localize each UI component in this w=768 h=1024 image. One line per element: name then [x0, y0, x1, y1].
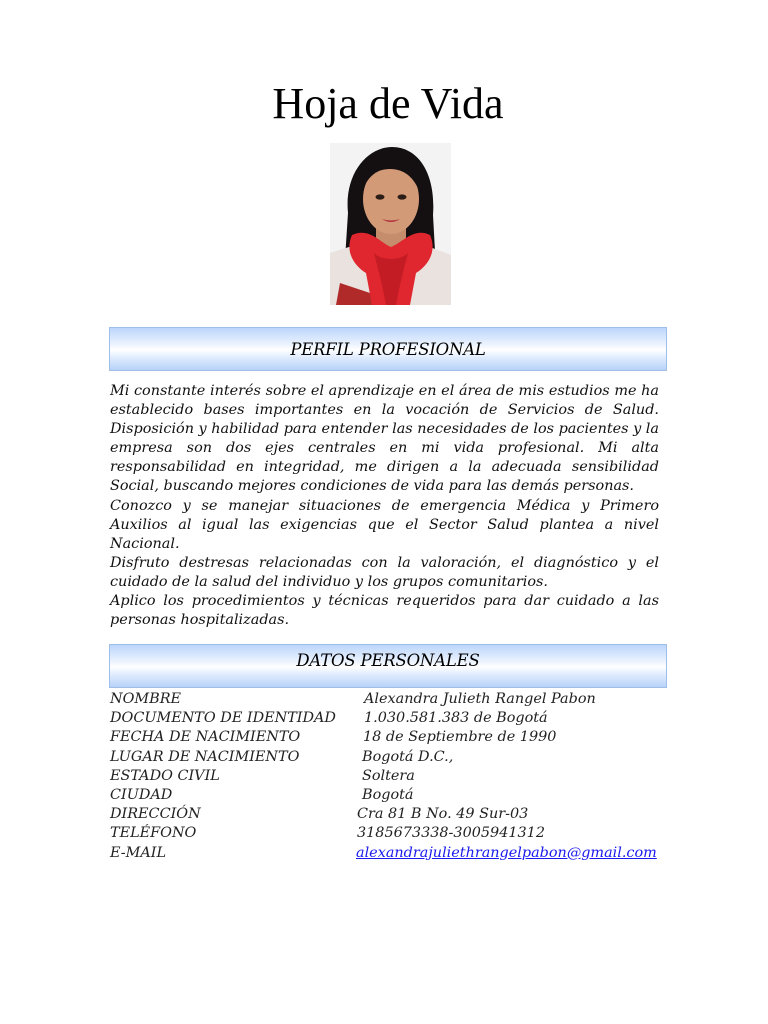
profile-paragraph: Conozco y se manejar situaciones de emergencia Médica y Primero Auxilios al igual las exigencias que el Sector Salud plantea a nivel Nacional.: [110, 497, 659, 552]
value-fecha: 18 de Septiembre de 1990: [363, 729, 557, 746]
portrait-image: [330, 143, 451, 305]
data-row-estado: [110, 767, 670, 786]
section-title-perfil: PERFIL PROFESIONAL: [290, 340, 486, 359]
label-lugar: LUGAR DE NACIMIENTO: [110, 748, 300, 765]
label-estado: ESTADO CIVIL: [110, 767, 220, 784]
profile-paragraph: Aplico los procedimientos y técnicas requeridos para dar cuidado a las personas hospitalizadas.: [110, 593, 659, 629]
label-direccion: DIRECCIÓN: [110, 806, 201, 823]
label-ciudad: CIUDAD: [110, 786, 173, 803]
value-lugar: Bogotá D.C.,: [362, 748, 454, 765]
section-header-datos: [109, 644, 667, 688]
label-documento: DOCUMENTO DE IDENTIDAD: [110, 710, 336, 727]
value-direccion: Cra 81 B No. 49 Sur-03: [357, 806, 529, 823]
label-nombre: NOMBRE: [110, 691, 182, 707]
email-link[interactable]: alexandrajuliethrangelpabon@gmail.com: [356, 844, 657, 861]
value-documento: 1.030.581.383 de Bogotá: [364, 710, 548, 727]
profile-text: [110, 382, 659, 630]
value-ciudad: Bogotá: [362, 786, 414, 803]
value-nombre: Alexandra Julieth Rangel Pabon: [364, 691, 596, 707]
profile-paragraph: Disfruto destresas relacionadas con la valoración, el diagnóstico y el cuidado de la salud del individuo y los grupos comunitarios.: [110, 554, 659, 590]
label-email: E-MAIL: [110, 844, 167, 861]
data-row-fecha: [110, 728, 670, 747]
page-title: Hoja de Vida: [272, 79, 504, 128]
data-row-documento: [110, 709, 670, 728]
profile-paragraph: Mi constante interés sobre el aprendizaje en el área de mis estudios me ha establecido bases importantes en la vocación de Servicios de Salud. Disposición y habilidad para entender las necesidades de los pacientes y la empresa son dos ejes centrales en mi vida profesional. Mi alta responsabilidad en integridad, me dirigen a la adecuada sensibilidad Social, buscando mejores condiciones de vida para las demás personas.: [110, 383, 659, 495]
label-fecha: FECHA DE NACIMIENTO: [110, 729, 301, 746]
data-row-lugar: [110, 748, 670, 767]
profile-photo: [330, 143, 451, 305]
value-telefono: 3185673338-3005941312: [357, 825, 545, 842]
label-telefono: TELÉFONO: [110, 825, 197, 842]
data-row-telefono: [110, 824, 670, 843]
data-row-nombre: [110, 690, 670, 709]
data-row-ciudad: [110, 786, 670, 805]
personal-data: [110, 690, 670, 863]
section-title-datos: DATOS PERSONALES: [296, 651, 480, 670]
section-header-perfil: [109, 327, 667, 371]
data-row-direccion: [110, 805, 670, 824]
data-row-email: [110, 844, 670, 863]
value-estado: Soltera: [362, 767, 415, 784]
